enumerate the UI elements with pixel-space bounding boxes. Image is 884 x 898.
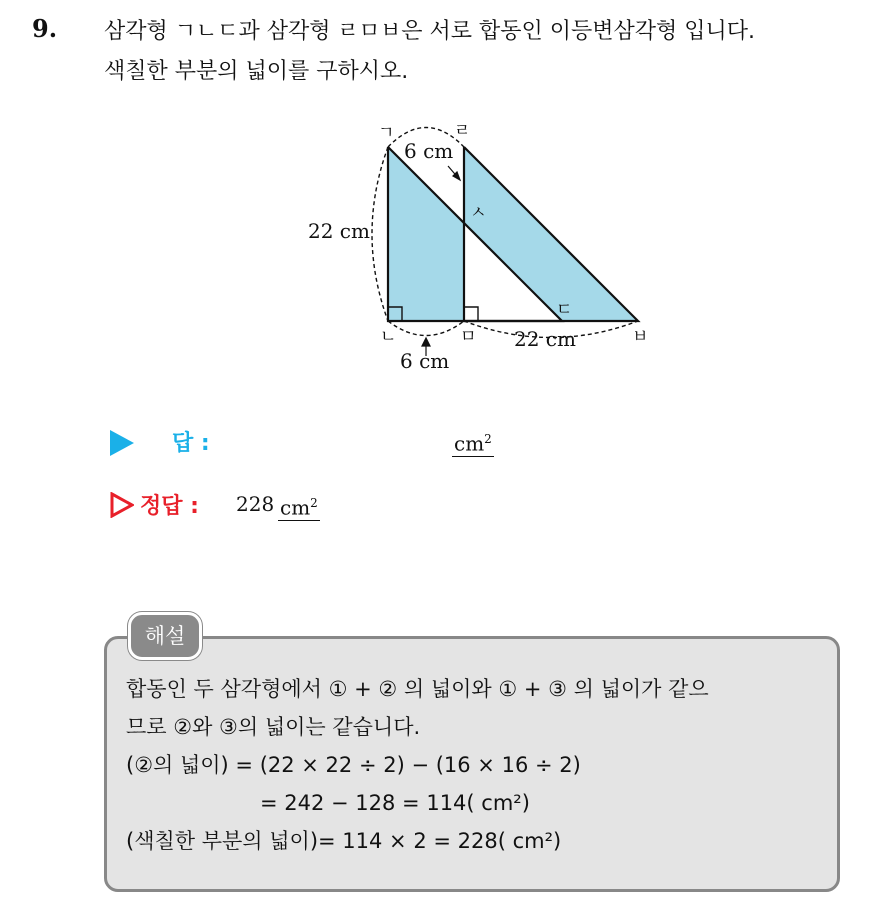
- question-line-1: 삼각형 ㄱㄴㄷ과 삼각형 ㄹㅁㅂ은 서로 합동인 이등변삼각형 입니다.: [104, 19, 756, 44]
- answer-row: [110, 422, 530, 462]
- outline-arrow-icon: [110, 492, 134, 518]
- answer-unit: $cm^2$: [452, 428, 494, 457]
- vertex-label-d: ㄷ: [556, 300, 573, 320]
- height-arc: [372, 147, 388, 321]
- explanation-line-2: 므로 ②와 ③의 넓이는 같습니다.: [126, 715, 421, 739]
- explanation-line-1: 합동인 두 삼각형에서 ① + ② 의 넓이와 ① + ③ 의 넓이가 같으: [126, 677, 709, 701]
- bottom-gap-arc: [388, 321, 464, 336]
- explanation-title: 해설: [128, 612, 202, 660]
- explanation-line-5: (색칠한 부분의 넓이)= 114 × 2 = 228( cm²): [126, 829, 562, 853]
- correct-answer-row: [110, 486, 510, 526]
- question-line-2: 색칠한 부분의 넓이를 구하시오.: [104, 59, 409, 84]
- shaded-region-left: [388, 147, 464, 321]
- label-base-right: 22 cm: [514, 327, 576, 351]
- label-height: 22 cm: [308, 219, 370, 243]
- correct-value: 228: [236, 492, 275, 516]
- right-angle-mark-m: [464, 307, 478, 321]
- correct-unit: $cm^2$: [278, 492, 320, 521]
- explanation-body: [126, 670, 836, 860]
- answer-label: 답 :: [172, 431, 210, 456]
- vertex-label-g: ㄱ: [378, 123, 395, 143]
- correct-label: 정답 :: [140, 494, 199, 519]
- triangle-figure: [300, 110, 660, 380]
- vertex-label-r: ㄹ: [454, 121, 471, 141]
- play-arrow-icon: [110, 430, 134, 456]
- vertex-label-s: ㅅ: [470, 203, 487, 223]
- question-number: 9.: [32, 14, 58, 43]
- vertex-label-m: ㅁ: [460, 327, 477, 347]
- question-text: [104, 12, 874, 92]
- label-top-gap: 6 cm: [404, 139, 454, 163]
- vertex-label-n: ㄴ: [380, 327, 397, 347]
- explanation-line-4: = 242 − 128 = 114( cm²): [260, 791, 530, 815]
- vertex-label-b: ㅂ: [632, 327, 649, 347]
- label-bottom-gap: 6 cm: [400, 349, 450, 373]
- explanation-line-3: (②의 넓이) = (22 × 22 ÷ 2) − (16 × 16 ÷ 2): [126, 753, 581, 777]
